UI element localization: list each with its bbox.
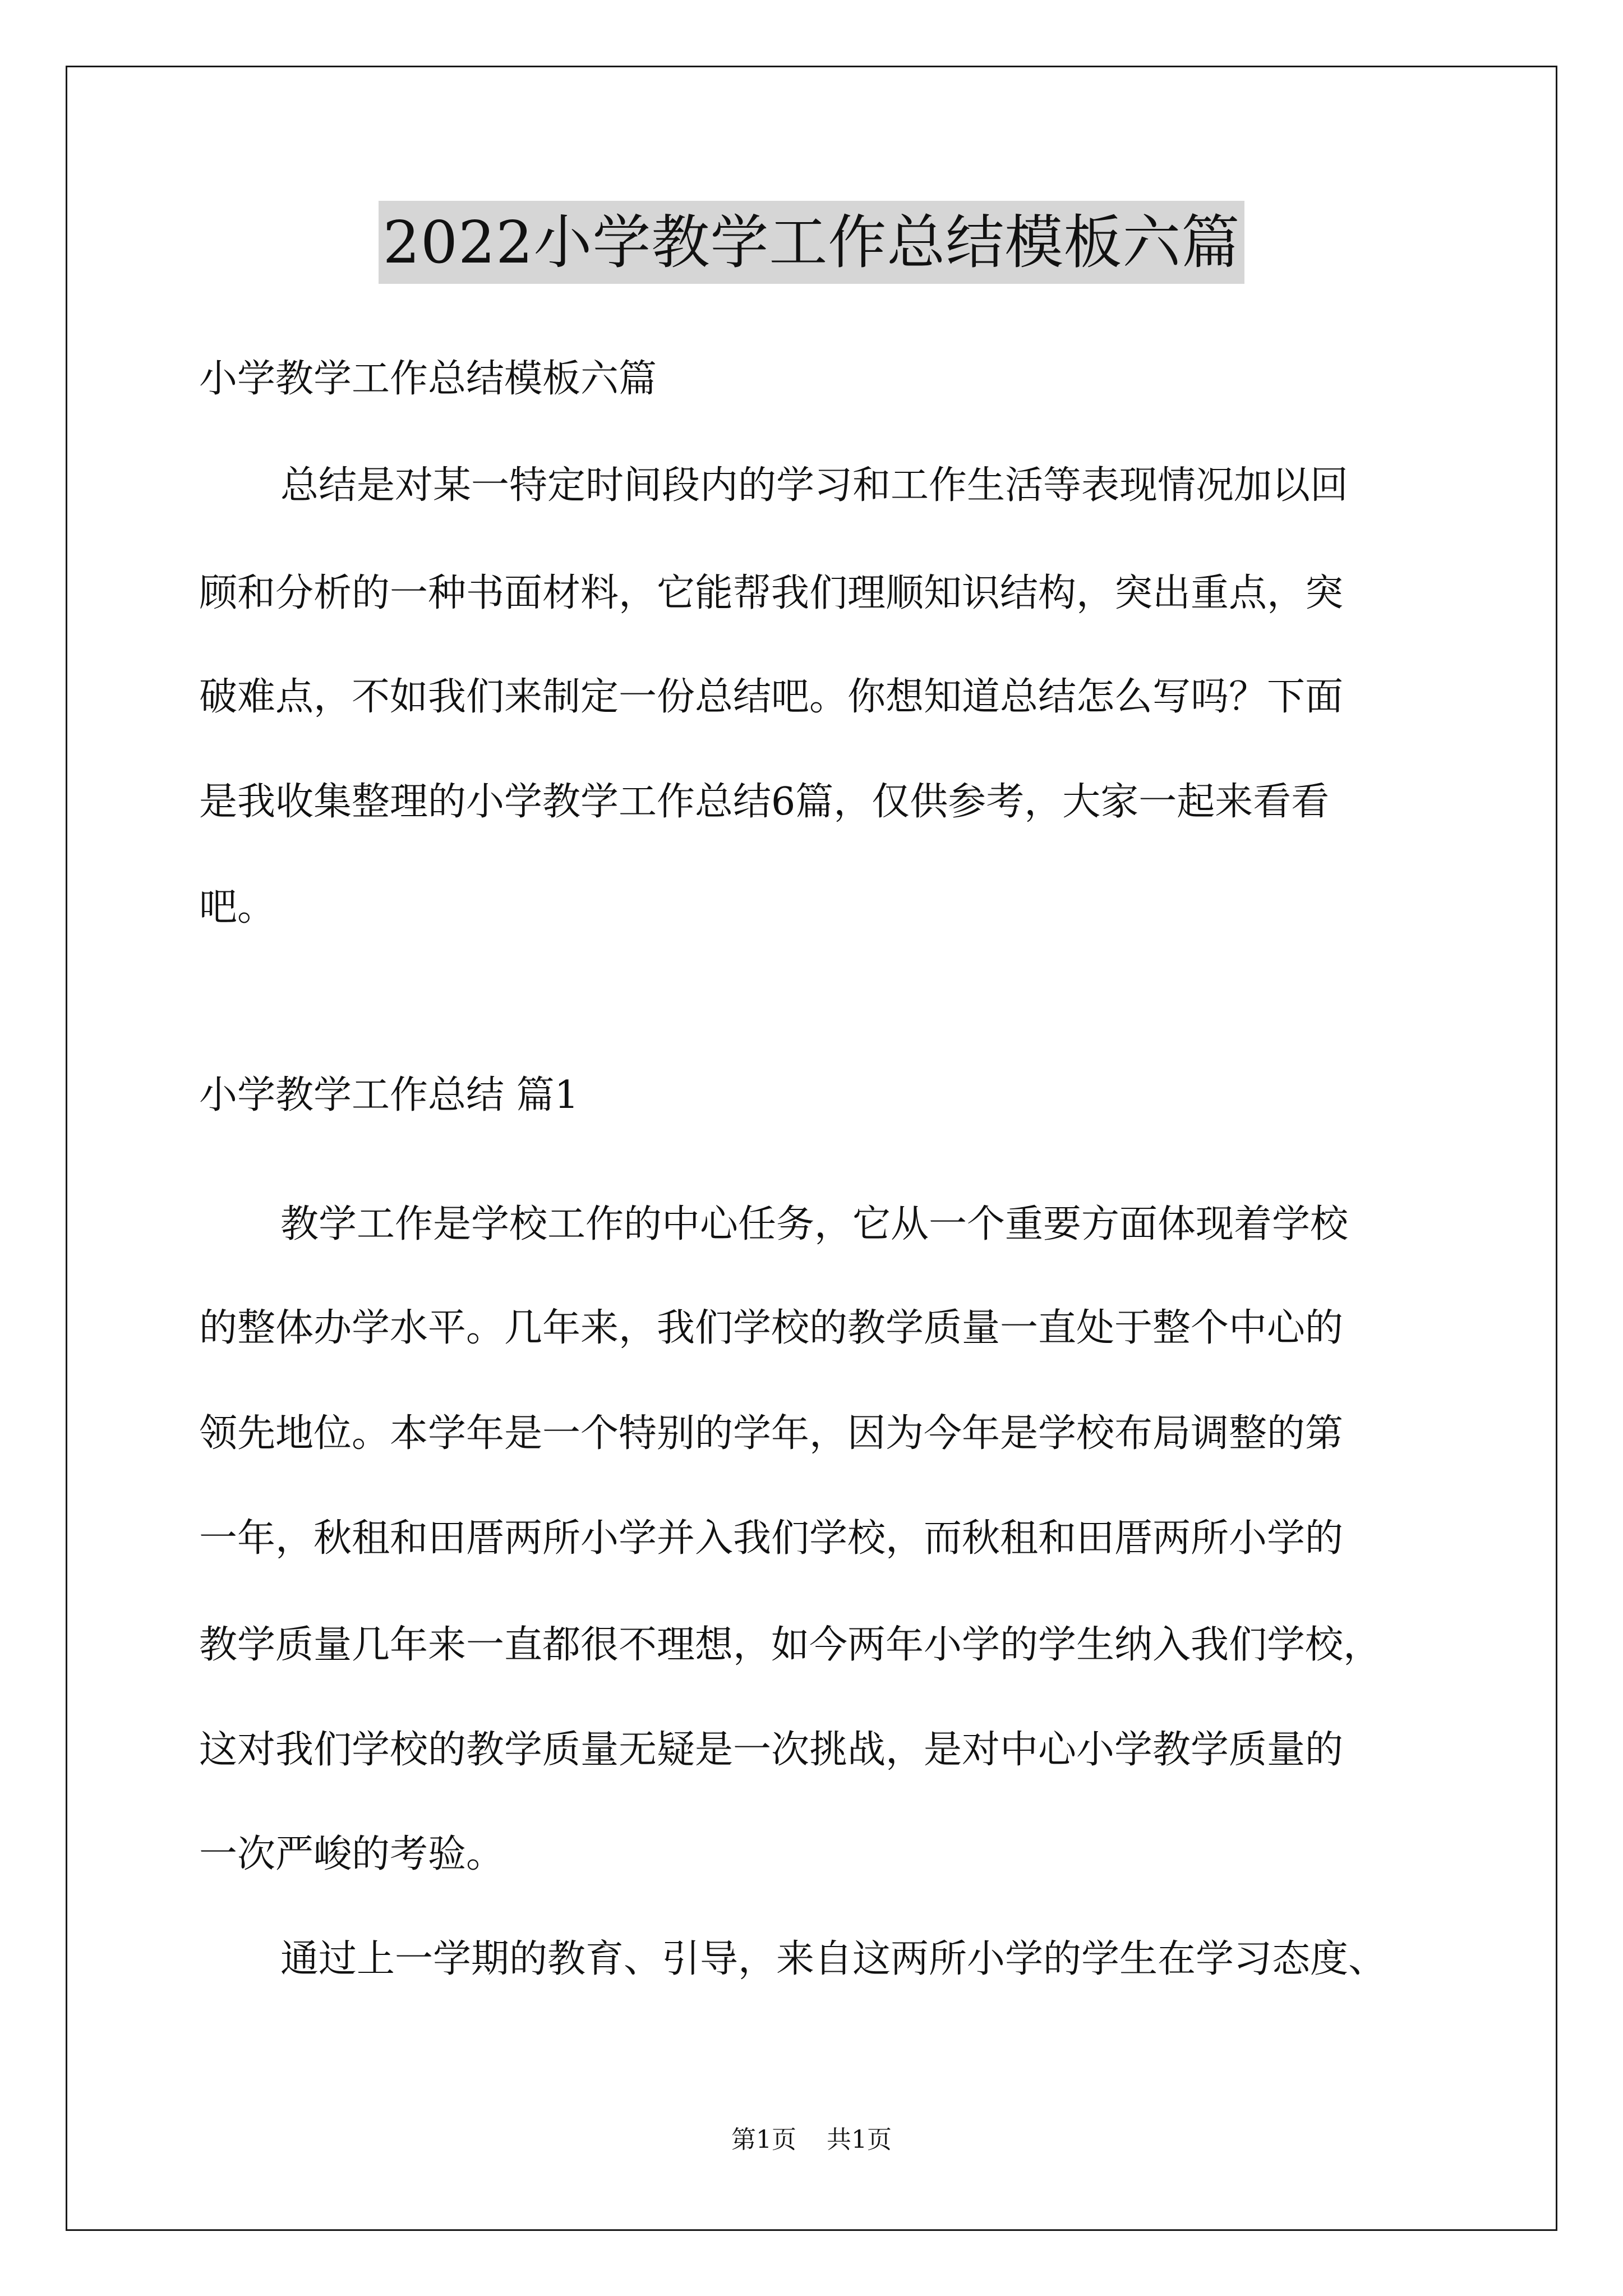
section1-line-2: 的整体办学水平。几年来，我们学校的教学质量一直处于整个中心的 bbox=[199, 1306, 1344, 1350]
document-subtitle: 小学教学工作总结模板六篇 bbox=[199, 357, 657, 401]
document-title: 2022小学教学工作总结模板六篇 bbox=[379, 201, 1245, 284]
title-container bbox=[0, 201, 1623, 284]
section1-p2-line-1: 通过上一学期的教育、引导，来自这两所小学的学生在学习态度、 bbox=[280, 1937, 1387, 1981]
total-pages: 共1页 bbox=[827, 2125, 892, 2154]
section-heading: 小学教学工作总结 篇1 bbox=[199, 1073, 579, 1117]
section1-line-5: 教学质量几年来一直都很不理想，如今两年小学的学生纳入我们学校， bbox=[199, 1623, 1382, 1667]
intro-line-5: 吧。 bbox=[199, 885, 276, 930]
page-number: 第1页 bbox=[731, 2125, 796, 2154]
intro-line-1: 总结是对某一特定时间段内的学习和工作生活等表现情况加以回 bbox=[280, 463, 1349, 508]
intro-line-4: 是我收集整理的小学教学工作总结6篇，仅供参考，大家一起来看看 bbox=[199, 780, 1330, 824]
section1-line-1: 教学工作是学校工作的中心任务，它从一个重要方面体现着学校 bbox=[280, 1202, 1349, 1246]
section1-line-3: 领先地位。本学年是一个特别的学年，因为今年是学校布局调整的第 bbox=[199, 1411, 1344, 1456]
section1-line-7: 一次严峻的考验。 bbox=[199, 1832, 505, 1876]
page-footer bbox=[0, 2123, 1623, 2157]
section1-line-4: 一年，秋租和田厝两所小学并入我们学校，而秋租和田厝两所小学的 bbox=[199, 1516, 1344, 1561]
section1-line-6: 这对我们学校的教学质量无疑是一次挑战，是对中心小学教学质量的 bbox=[199, 1728, 1344, 1772]
intro-line-2: 顾和分析的一种书面材料，它能帮我们理顺知识结构，突出重点，突 bbox=[199, 571, 1344, 615]
intro-line-3: 破难点，不如我们来制定一份总结吧。你想知道总结怎么写吗？下面 bbox=[199, 675, 1344, 719]
